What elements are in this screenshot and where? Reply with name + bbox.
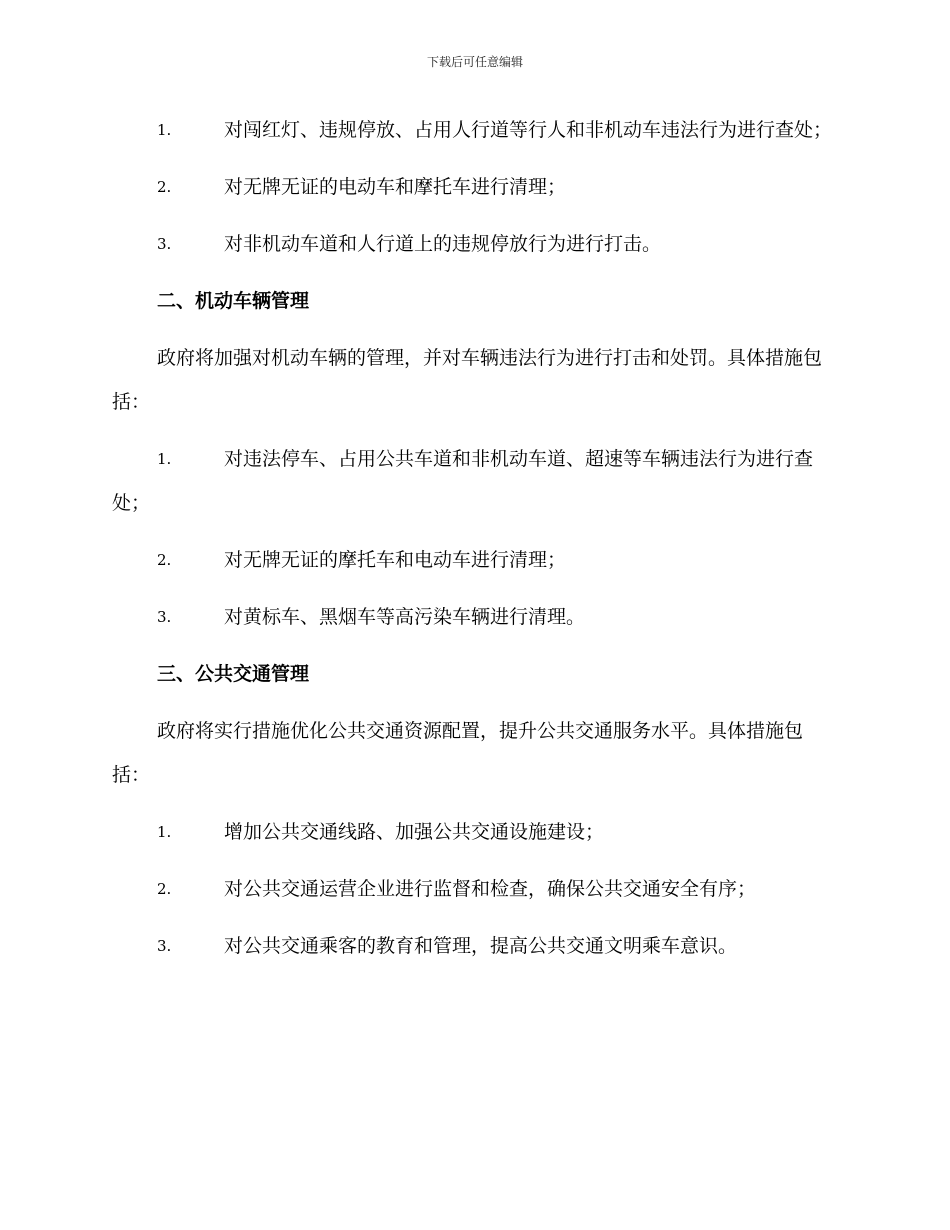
list-item-number: 3. (157, 608, 172, 626)
list-item (112, 867, 834, 911)
list-item-text: 对无牌无证的摩托车和电动车进行清理； (224, 549, 567, 571)
list-item-text: 对公共交通乘客的教育和管理，提高公共交通文明乘车意识。 (224, 935, 738, 957)
list-item (112, 595, 834, 639)
section-paragraph: 政府将加强对机动车辆的管理，并对车辆违法行为进行打击和处罚。具体措施包括： (112, 347, 823, 413)
list-item (112, 437, 834, 525)
list-item-text: 对违法停车、占用公共车道和非机动车道、超速等车辆违法行为进行查处； (112, 448, 814, 514)
list-item (112, 108, 834, 152)
list-item-text: 增加公共交通线路、加强公共交通设施建设； (224, 821, 605, 843)
list-item-text: 对黄标车、黑烟车等高污染车辆进行清理。 (224, 606, 586, 628)
list-item-text: 对无牌无证的电动车和摩托车进行清理； (224, 176, 567, 198)
list-item-text: 对公共交通运营企业进行监督和检查，确保公共交通安全有序； (224, 878, 757, 900)
list-item-text: 对非机动车道和人行道上的违规停放行为进行打击。 (224, 233, 662, 255)
section-heading: 三、公共交通管理 (157, 663, 310, 685)
section-paragraph: 政府将实行措施优化公共交通资源配置，提升公共交通服务水平。具体措施包括： (112, 720, 804, 786)
list-item-number: 2. (157, 178, 172, 196)
section-heading: 二、机动车辆管理 (157, 290, 310, 312)
page-header: 下载后可任意编辑 (426, 55, 523, 69)
list-item (112, 924, 834, 968)
list-item-number: 2. (157, 880, 172, 898)
list-item-number: 3. (157, 937, 172, 955)
list-item (112, 810, 834, 854)
list-item-number: 3. (157, 235, 172, 253)
list-item (112, 538, 834, 582)
list-item (112, 222, 834, 266)
document-body (112, 108, 834, 981)
list-item-number: 1. (157, 450, 172, 468)
list-item-text: 对闯红灯、违规停放、占用人行道等行人和非机动车违法行为进行查处； (224, 119, 833, 141)
list-item (112, 165, 834, 209)
list-item-number: 1. (157, 121, 172, 139)
list-item-number: 1. (157, 823, 172, 841)
list-item-number: 2. (157, 551, 172, 569)
